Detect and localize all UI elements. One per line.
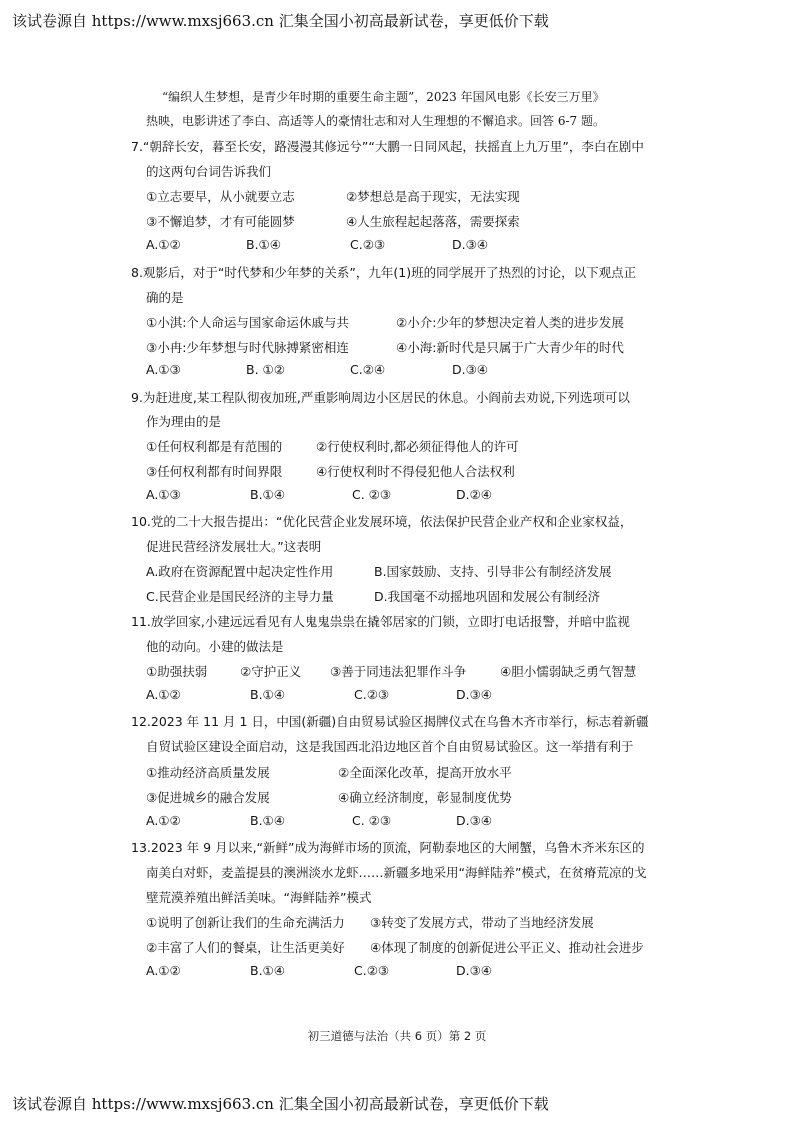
q11-statement-3: ③善于同违法犯罪作斗争 xyxy=(330,664,467,679)
q12-statement-3: ③促进城乡的融合发展 xyxy=(146,790,270,805)
q8-stem-line-1: 8.观影后，对于“时代梦和少年梦的关系”，九年(1)班的同学展开了热烈的讨论，以下观点正 xyxy=(131,265,637,280)
q12-choice-d: D.③④ xyxy=(456,813,493,828)
q12-statement-1: ①推动经济高质量发展 xyxy=(146,765,270,780)
q7-statement-1: ①立志要早，从小就要立志 xyxy=(146,189,295,204)
q7-choice-d: D.③④ xyxy=(452,237,489,252)
q13-statement-4: ④体现了制度的创新促进公平正义、推动社会进步 xyxy=(370,940,644,955)
source-banner-top: 该试卷源自 https://www.mxsj663.cn 汇集全国小初高最新试卷，享更低价下载 xyxy=(12,12,549,30)
q13-choice-b: B.①④ xyxy=(250,963,285,978)
q10-choice-d: D.我国毫不动摇地巩固和发展公有制经济 xyxy=(374,589,601,604)
q7-statement-2: ②梦想总是高于现实，无法实现 xyxy=(346,189,520,204)
q7-statement-3: ③不懈追梦，才有可能圆梦 xyxy=(146,214,295,229)
q8-statement-2: ②小介:少年的梦想决定着人类的进步发展 xyxy=(396,315,624,330)
q13-statement-2: ②丰富了人们的餐桌，让生活更美好 xyxy=(146,940,345,955)
q7-stem-line-2: 的这两句台词告诉我们 xyxy=(146,164,272,179)
q11-stem-line-1: 11.放学回家,小建远远看见有人鬼鬼祟祟在撬邻居家的门锁，立即打电话报警，并暗中监视 xyxy=(131,614,630,629)
intro-line-1: “编织人生梦想，是青少年时期的重要生命主题”，2023 年国风电影《长安三万里》 xyxy=(162,90,605,104)
q8-statement-3: ③小冉:少年梦想与时代脉搏紧密相连 xyxy=(146,340,349,355)
q11-statement-2: ②守护正义 xyxy=(240,664,302,679)
q11-statement-1: ①助强扶弱 xyxy=(146,664,208,679)
q13-statement-1: ①说明了创新让我们的生命充满活力 xyxy=(146,915,345,930)
q13-choice-a: A.①② xyxy=(146,963,181,978)
q9-stem-line-2: 作为理由的是 xyxy=(146,414,222,429)
q12-choice-b: B.①④ xyxy=(250,813,285,828)
q11-stem-line-2: 他的动向。小建的做法是 xyxy=(146,639,284,654)
q7-choice-b: B.①④ xyxy=(246,237,281,252)
q12-statement-2: ②全面深化改革，提高开放水平 xyxy=(338,765,512,780)
page-footer: 初三道德与法治（共 6 页）第 2 页 xyxy=(307,1029,487,1043)
q11-choice-c: C.②③ xyxy=(354,687,390,702)
intro-line-2: 热映，电影讲述了李白、高适等人的豪情壮志和对人生理想的不懈追求。回答 6-7 题。 xyxy=(146,114,605,128)
q10-choice-a: A.政府在资源配置中起决定性作用 xyxy=(146,564,334,579)
q9-statement-4: ④行使权利时不得侵犯他人合法权利 xyxy=(316,464,515,479)
q12-choice-a: A.①② xyxy=(146,813,181,828)
q9-statement-2: ②行使权利时,都必须征得他人的许可 xyxy=(316,439,519,454)
q10-choice-c: C.民营企业是国民经济的主导力量 xyxy=(146,589,334,604)
q7-choice-c: C.②③ xyxy=(350,237,386,252)
q11-statement-4: ④胆小懦弱缺乏勇气智慧 xyxy=(500,664,637,679)
q8-choice-b: B. ①② xyxy=(246,362,285,377)
q7-statement-4: ④人生旅程起起落落，需要探索 xyxy=(346,214,520,229)
q12-stem-line-1: 12.2023 年 11 月 1 日，中国(新疆)自由贸易试验区揭牌仪式在乌鲁木齐市举行，标志着新疆 xyxy=(131,714,649,729)
q8-choice-c: C.②④ xyxy=(350,362,386,377)
q9-choice-d: D.②④ xyxy=(456,487,493,502)
q12-choice-c: C. ②③ xyxy=(352,813,392,828)
q9-statement-3: ③任何权利都有时间界限 xyxy=(146,464,283,479)
q11-choice-a: A.①② xyxy=(146,687,181,702)
q9-statement-1: ①任何权利都是有范围的 xyxy=(146,439,283,454)
q9-choice-a: A.①③ xyxy=(146,487,181,502)
q12-statement-4: ④确立经济制度，彰显制度优势 xyxy=(338,790,512,805)
q8-statement-1: ①小淇:个人命运与国家命运休戚与共 xyxy=(146,315,349,330)
q13-stem-line-2: 南美白对虾，麦盖提县的澳洲淡水龙虾……新疆多地采用“海鲜陆养”模式，在贫瘠荒凉的戈 xyxy=(146,865,647,880)
q13-choice-c: C.②③ xyxy=(354,963,390,978)
q8-stem-line-2: 确的是 xyxy=(146,290,184,305)
q8-choice-a: A.①③ xyxy=(146,362,181,377)
source-banner-bottom: 该试卷源自 https://www.mxsj663.cn 汇集全国小初高最新试卷，享更低价下载 xyxy=(12,1095,549,1113)
q10-stem-line-1: 10.党的二十大报告提出：“优化民营企业发展环境，依法保护民营企业产权和企业家权益， xyxy=(131,514,633,529)
q12-stem-line-2: 自贸试验区建设全面启动，这是我国西北沿边地区首个自由贸易试验区。这一举措有利于 xyxy=(146,739,634,754)
q11-choice-b: B.①④ xyxy=(250,687,285,702)
q7-stem-line-1: 7.“朝辞长安，暮至长安，路漫漫其修远兮”“大鹏一日同风起，扶摇直上九万里”，李白在剧中 xyxy=(131,139,644,154)
q8-statement-4: ④小海:新时代是只属于广大青少年的时代 xyxy=(396,340,624,355)
q9-choice-b: B.①④ xyxy=(250,487,285,502)
q13-stem-line-3: 壁荒漠养殖出鲜活美味。“海鲜陆养”模式 xyxy=(146,890,372,905)
q9-choice-c: C. ②③ xyxy=(352,487,392,502)
q7-choice-a: A.①② xyxy=(146,237,181,252)
q10-stem-line-2: 促进民营经济发展壮大。”这表明 xyxy=(146,539,322,554)
q10-choice-b: B.国家鼓励、支持、引导非公有制经济发展 xyxy=(374,564,612,579)
q9-stem-line-1: 9.为赶进度,某工程队彻夜加班,严重影响周边小区居民的休息。小阎前去劝说,下列选项可以 xyxy=(131,390,630,405)
q11-choice-d: D.③④ xyxy=(456,687,493,702)
q13-statement-3: ③转变了发展方式，带动了当地经济发展 xyxy=(370,915,594,930)
q13-stem-line-1: 13.2023 年 9 月以来,“新鲜”成为海鲜市场的顶流，阿勒泰地区的大闸蟹，乌鲁木齐米东区的 xyxy=(131,840,645,855)
q8-choice-d: D.③④ xyxy=(452,362,489,377)
q13-choice-d: D.③④ xyxy=(456,963,493,978)
